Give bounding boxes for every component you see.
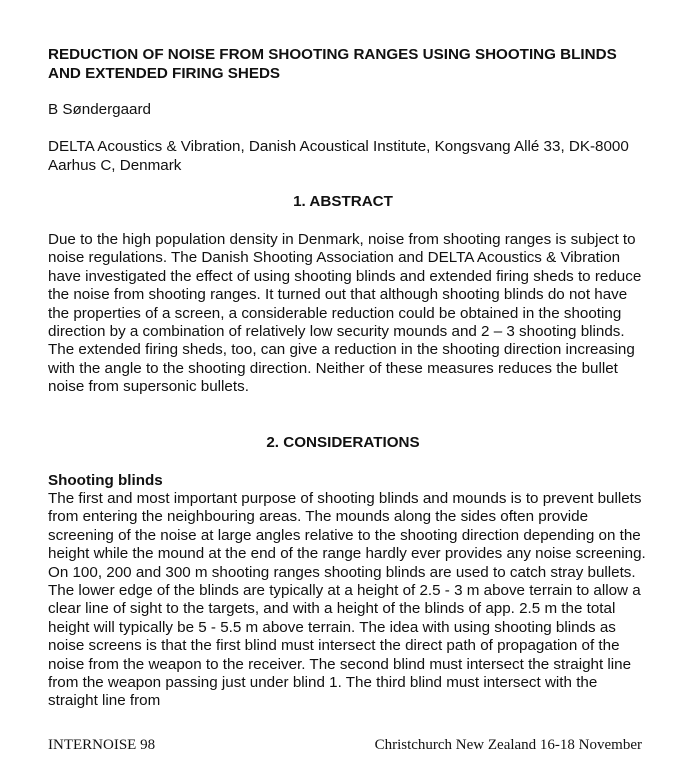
paper-title: REDUCTION OF NOISE FROM SHOOTING RANGES USING SHOOTING BLINDS AND EXTENDED FIRING SHEDS — [48, 46, 617, 82]
abstract-body: Due to the high population density in Denmark, noise from shooting ranges is subject to noise regulations. The Danish Shooting Association and DELTA Acoustics & Vibration have investigated the effect of using shooting blinds and extended firing sheds to reduce the noise from shooting ranges. It turned out that although shooting blinds do not have the properties of a screen, a considerable reduction could be obtained in the shooting direction by a combination of relatively low security mounds and 2 – 3 shooting blinds. The extended firing sheds, too, can give a reduction in the shooting direction increasing with the angle to the shooting direction. Neither of these measures reduces the bullet noise from supersonic bullets. — [48, 231, 642, 396]
section-heading-abstract: 1. ABSTRACT — [293, 193, 393, 210]
author: B Søndergaard — [48, 101, 151, 118]
footer-location-date: Christchurch New Zealand 16-18 November — [374, 737, 642, 753]
subheading-shooting-blinds: Shooting blinds — [48, 472, 163, 489]
section-heading-considerations: 2. CONSIDERATIONS — [266, 434, 420, 451]
affiliation: DELTA Acoustics & Vibration, Danish Acoustical Institute, Kongsvang Allé 33, DK-8000 Aarhus C, Denmark — [48, 138, 629, 174]
footer-conference: INTERNOISE 98 — [48, 737, 156, 753]
considerations-body: The first and most important purpose of shooting blinds and mounds is to prevent bullets from entering the neighbouring areas. The mounds along the sides often provide screening of the noise at large angles relative to the shooting direction depending on the height while the mound at the end of the range hardly ever provides any noise screening. On 100, 200 and 300 m shooting ranges shooting blinds are used to catch stray bullets. The lower edge of the blinds are typically at a height of 2.5 - 3 m above terrain to allow a clear line of sight to the targets, and with a height of the blinds of app. 2.5 m the total height will typically be 5 - 5.5 m above terrain. The idea with using shooting blinds as noise screens is that the first blind must intersect the direct path of propagation of the noise from the weapon to the receiver. The second blind must intersect the straight line from the weapon passing just under blind 1. The third blind must intersect with the straight line from — [48, 490, 646, 710]
